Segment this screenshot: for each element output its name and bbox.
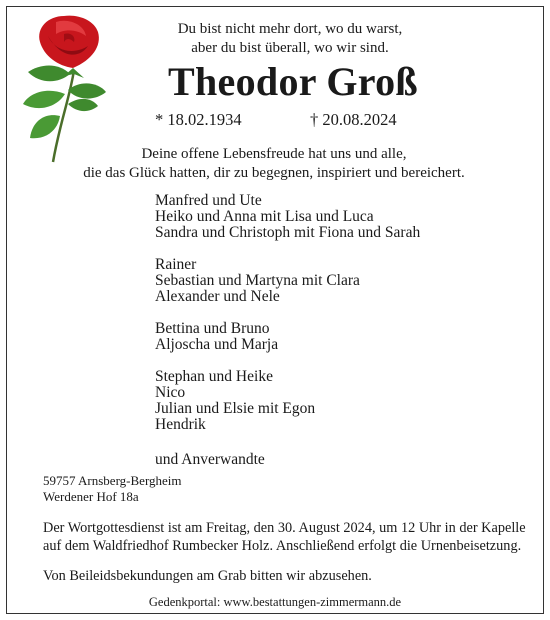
birth-date: * 18.02.1934 <box>155 110 242 129</box>
mourner-line: Heiko und Anna mit Lisa und Luca <box>155 208 374 225</box>
memorial-portal-link[interactable]: Gedenkportal: www.bestattungen-zimmermann.de <box>148 595 402 609</box>
mourner-line: Julian und Elsie mit Egon <box>155 400 316 417</box>
condolence-note: Von Beileidsbekundungen am Grab bitten wir abzusehen. <box>43 568 372 584</box>
address-line: Werdener Hof 18a <box>43 489 139 504</box>
motto-line: Du bist nicht mehr dort, wo du warst, <box>177 21 403 37</box>
red-rose-image <box>18 12 113 167</box>
tribute-line: Deine offene Lebensfreude hat uns und alle, <box>141 146 407 162</box>
mourner-line: Bettina und Bruno <box>155 320 270 337</box>
deceased-name: Theodor Groß <box>168 59 418 104</box>
family-address <box>43 473 182 505</box>
family-group <box>155 321 420 353</box>
family-group <box>155 193 420 241</box>
mourner-line: Manfred und Ute <box>155 192 262 209</box>
relatives-line: und Anverwandte <box>155 451 265 468</box>
tribute-text <box>20 145 528 182</box>
service-line: auf dem Waldfriedhof Rumbecker Holz. Anschließend erfolgt die Urnenbeisetzung. <box>43 538 522 554</box>
service-line: Der Wortgottesdienst ist am Freitag, den 30. August 2024, um 12 Uhr in der Kapelle <box>43 520 526 536</box>
memorial-motto <box>140 20 440 58</box>
address-line: 59757 Arnsberg-Bergheim <box>43 473 182 488</box>
mourner-line: Nico <box>155 384 186 401</box>
mourner-line: Hendrik <box>155 416 206 433</box>
family-group <box>155 257 420 305</box>
tribute-line: die das Glück hatten, dir zu begegnen, inspiriert und bereichert. <box>83 164 465 181</box>
mourner-line: Alexander und Nele <box>155 288 280 305</box>
mourner-line: Rainer <box>155 256 197 273</box>
mourner-line: Aljoscha und Marja <box>155 336 279 353</box>
mourner-line: Stephan und Heike <box>155 368 273 385</box>
family-group <box>155 369 420 433</box>
mourner-line: Sandra und Christoph mit Fiona und Sarah <box>155 224 421 241</box>
mourners-list <box>155 193 420 449</box>
motto-line: aber du bist überall, wo wir sind. <box>191 40 389 56</box>
service-announcement <box>43 519 543 555</box>
death-date: † 20.08.2024 <box>310 110 397 129</box>
mourner-line: Sebastian und Martyna mit Clara <box>155 272 360 289</box>
